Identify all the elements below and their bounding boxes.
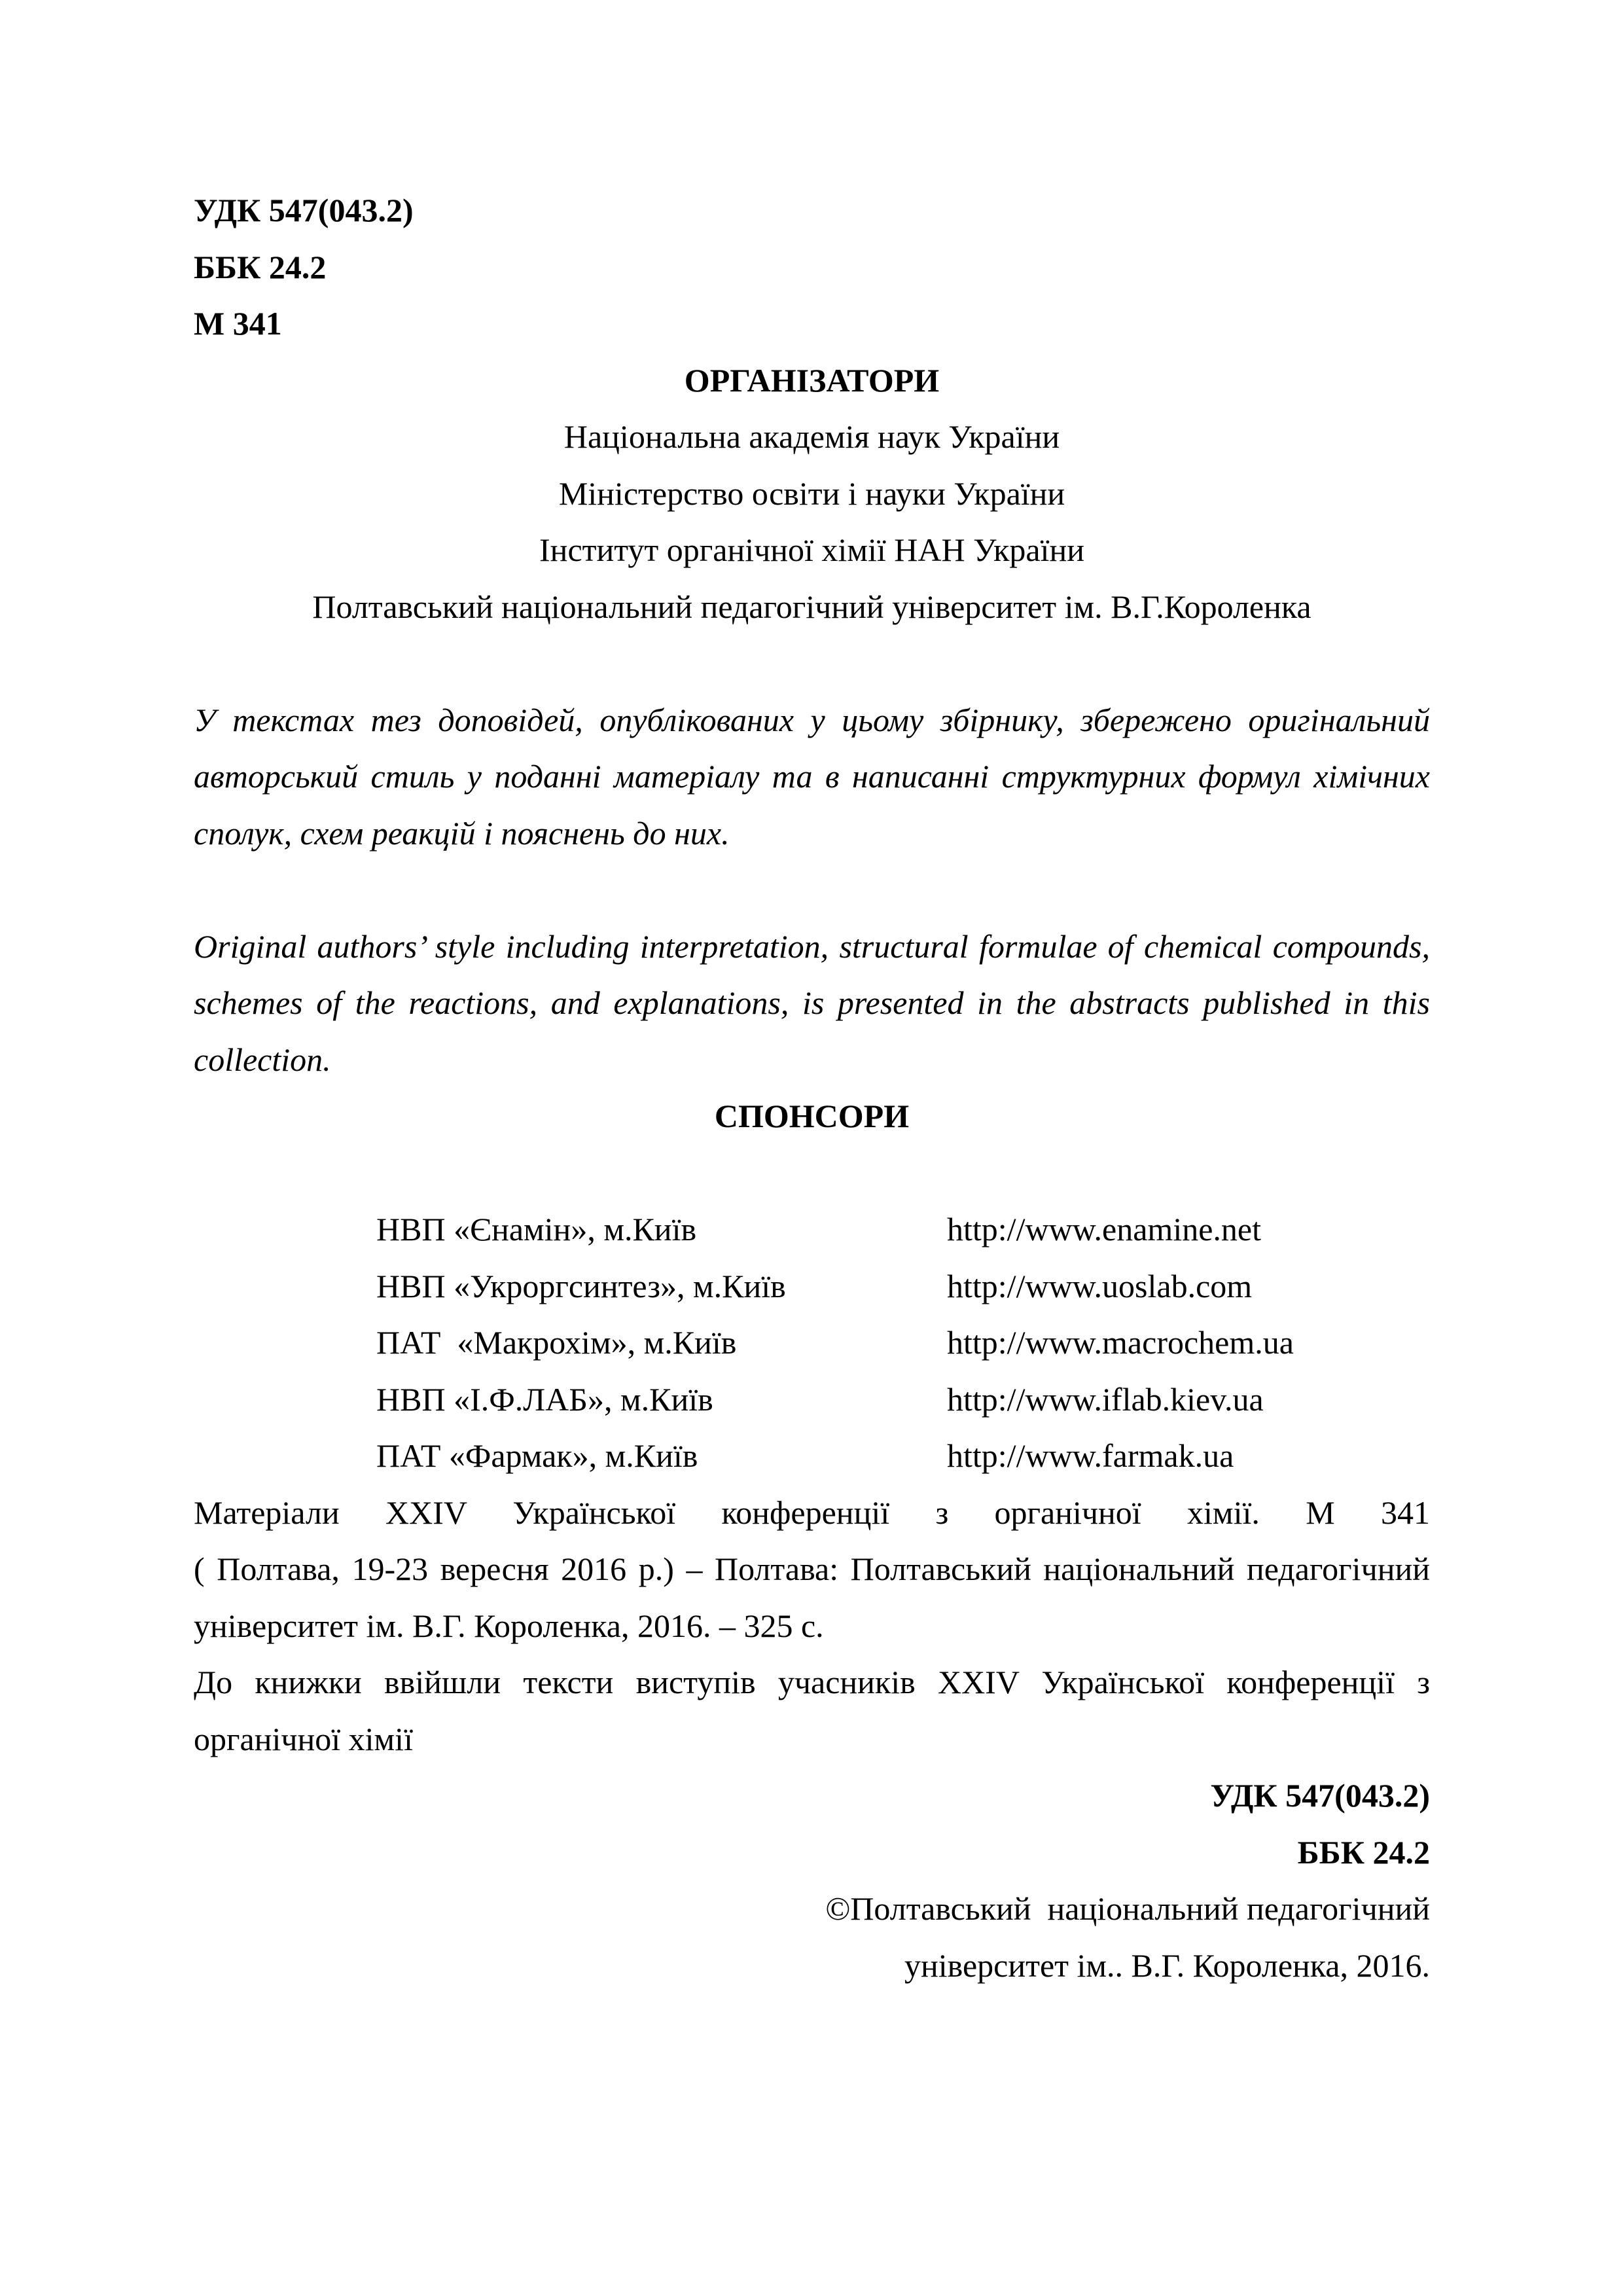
- bbk-code-top: ББК 24.2: [194, 248, 327, 285]
- annotation-line: До книжки ввійшли тексти виступів учасників XXIV Української конференції з: [194, 1664, 1430, 1700]
- bibliographic-record-line: Матеріали XXIV Української конференції з органічної хімії. М 341: [194, 1494, 1430, 1531]
- editorial-note-uk-line: сполук, схем реакцій і пояснень до них.: [194, 814, 730, 852]
- editorial-note-uk-line: авторський стиль у поданні матеріалу та в написанні структурних формул хімічних: [194, 758, 1430, 795]
- organizer-item: Полтавський національний педагогічний університет ім. В.Г.Короленка: [312, 588, 1311, 625]
- sponsor-url: http://www.enamine.net: [947, 1211, 1261, 1247]
- editorial-note-uk-line: У текстах тез доповідей, опублікованих у цьому збірнику, збережено оригінальний: [194, 701, 1430, 738]
- author-mark: М 341: [194, 305, 282, 342]
- sponsor-name: ПАТ «Фармак», м.Київ: [376, 1437, 698, 1474]
- sponsor-name: НВП «Єнамін», м.Київ: [376, 1211, 697, 1247]
- page-content: [194, 182, 1430, 1994]
- bibliographic-record-line: університет ім. В.Г. Короленка, 2016. – 325 с.: [194, 1607, 824, 1644]
- sponsor-name: ПАТ «Макрохім», м.Київ: [376, 1324, 737, 1361]
- sponsor-row: [194, 1145, 1430, 1247]
- sponsor-url: http://www.farmak.ua: [947, 1437, 1234, 1474]
- udc-code-bottom: УДК 547(043.2): [1210, 1777, 1430, 1814]
- bbk-code-bottom: ББК 24.2: [1297, 1833, 1430, 1871]
- bibliographic-record-line: ( Полтава, 19-23 вересня 2016 р.) – Полтава: Полтавський національний педагогічний: [194, 1551, 1430, 1587]
- sponsor-url: http://www.macrochem.ua: [947, 1324, 1294, 1361]
- annotation-line: органічної хімії: [194, 1720, 413, 1757]
- sponsor-url: http://www.uoslab.com: [947, 1267, 1253, 1304]
- editorial-note-en-line: collection.: [194, 1041, 331, 1078]
- organizer-item: Інститут органічної хімії НАН України: [539, 531, 1084, 568]
- organizer-item: Міністерство освіти і науки України: [558, 475, 1065, 512]
- sponsors-heading: СПОНСОРИ: [714, 1098, 910, 1134]
- sponsor-url: http://www.iflab.kiev.ua: [947, 1380, 1264, 1418]
- copyright-line: університет ім.. В.Г. Короленка, 2016.: [904, 1946, 1430, 1984]
- copyright-line: ©Полтавський національний педагогічний: [825, 1890, 1430, 1927]
- editorial-note-en-line: schemes of the reactions, and explanations, is presented in the abstracts published in this: [194, 984, 1430, 1021]
- udc-code-top: УДК 547(043.2): [194, 192, 414, 228]
- sponsor-name: НВП «Укроргсинтез», м.Київ: [376, 1267, 786, 1304]
- sponsor-name: НВП «І.Ф.ЛАБ», м.Київ: [376, 1380, 713, 1418]
- editorial-note-en-line: Original authors’ style including interpretation, structural formulae of chemical compounds,: [194, 927, 1430, 965]
- organizers-heading: ОРГАНІЗАТОРИ: [684, 361, 940, 399]
- spacer: [194, 861, 1430, 918]
- organizer-item: Національна академія наук України: [563, 418, 1060, 455]
- spacer: [194, 635, 1430, 692]
